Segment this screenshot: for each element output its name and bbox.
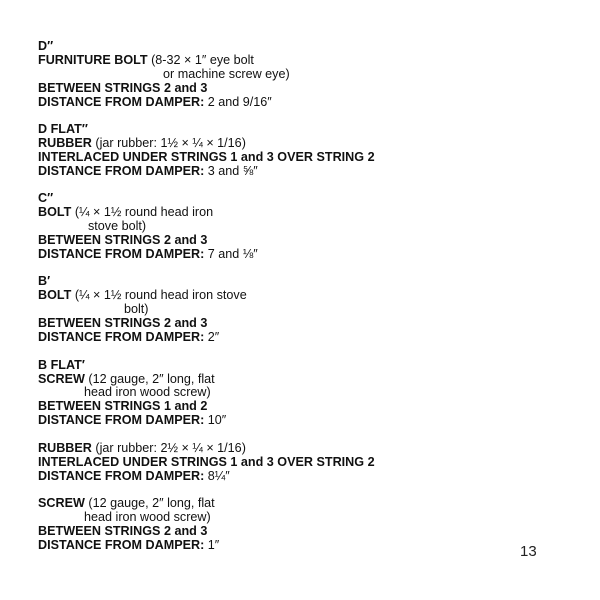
item-detail: (¼ × 1½ round head iron stove [71,288,247,303]
note-heading: D″ [38,39,54,53]
item-detail-continued: head iron wood screw) [84,385,211,400]
item-detail-continued: head iron wood screw) [84,509,211,524]
distance-line [38,470,578,484]
distance-line [38,414,578,428]
item-label: SCREW [38,496,85,511]
distance-line [38,331,578,345]
distance-label: DISTANCE FROM DAMPER: [38,246,205,261]
item-label: BOLT [38,288,72,303]
note-block-d [38,40,578,110]
placement: INTERLACED UNDER STRINGS 1 and 3 OVER STRING 2 [38,149,375,164]
item-detail-continued: or machine screw eye) [163,66,290,81]
distance-label: DISTANCE FROM DAMPER: [38,468,205,483]
item-label: RUBBER [38,440,92,455]
item-detail: (¼ × 1½ round head iron [71,205,214,220]
page-number: 13 [520,543,537,560]
note-block-c [38,192,578,262]
note-heading: B FLAT′ [38,357,85,372]
distance-label: DISTANCE FROM DAMPER: [38,330,205,345]
distance-label: DISTANCE FROM DAMPER: [38,537,205,552]
distance-value: 2 and 9/16″ [204,94,272,109]
distance-value: 10″ [204,413,227,428]
distance-line [38,96,578,110]
item-detail: (jar rubber: 2½ × ¼ × 1/16) [91,440,246,455]
item-detail: (12 gauge, 2″ long, flat [84,371,215,386]
item-label: BOLT [38,205,72,220]
item-line [38,289,578,303]
item-detail: (12 gauge, 2″ long, flat [84,496,215,511]
item-line [38,206,578,220]
distance-line [38,248,578,262]
item-line [38,442,578,456]
item-line [38,497,578,511]
item-detail: (jar rubber: 1½ × ¼ × 1/16) [91,136,246,151]
item-detail: (8-32 × 1″ eye bolt [147,52,254,67]
distance-line [38,165,578,179]
distance-value: 2″ [204,330,220,345]
item-detail-continued: stove bolt) [88,219,147,234]
placement: BETWEEN STRINGS 2 and 3 [38,316,208,331]
note-heading: C″ [38,191,54,206]
item-label: SCREW [38,371,85,386]
distance-label: DISTANCE FROM DAMPER: [38,94,205,109]
distance-line [38,539,578,553]
item-label: RUBBER [38,136,92,151]
distance-label: DISTANCE FROM DAMPER: [38,413,205,428]
item-detail-continued: bolt) [124,302,149,317]
distance-label: DISTANCE FROM DAMPER: [38,163,205,178]
distance-value: 8¼″ [204,468,230,483]
note-block-b [38,275,578,345]
note-heading: B′ [38,274,51,289]
note-block-b-flat-screw [38,497,578,553]
placement: BETWEEN STRINGS 2 and 3 [38,523,208,538]
item-label: FURNITURE BOLT [38,52,148,67]
note-block-b-flat [38,359,578,429]
distance-value: 1″ [204,537,220,552]
placement: BETWEEN STRINGS 2 and 3 [38,80,208,95]
item-line [38,137,578,151]
placement: BETWEEN STRINGS 2 and 3 [38,233,208,248]
item-line [38,54,578,68]
note-block-b-flat-rubber [38,442,578,484]
note-heading: D FLAT″ [38,122,88,137]
preparation-list [38,40,578,553]
distance-value: 3 and ⅝″ [204,163,258,178]
placement: INTERLACED UNDER STRINGS 1 and 3 OVER STRING 2 [38,454,375,469]
item-line [38,373,578,387]
distance-value: 7 and ⅛″ [204,246,258,261]
placement: BETWEEN STRINGS 1 and 2 [38,399,208,414]
note-block-d-flat [38,123,578,179]
